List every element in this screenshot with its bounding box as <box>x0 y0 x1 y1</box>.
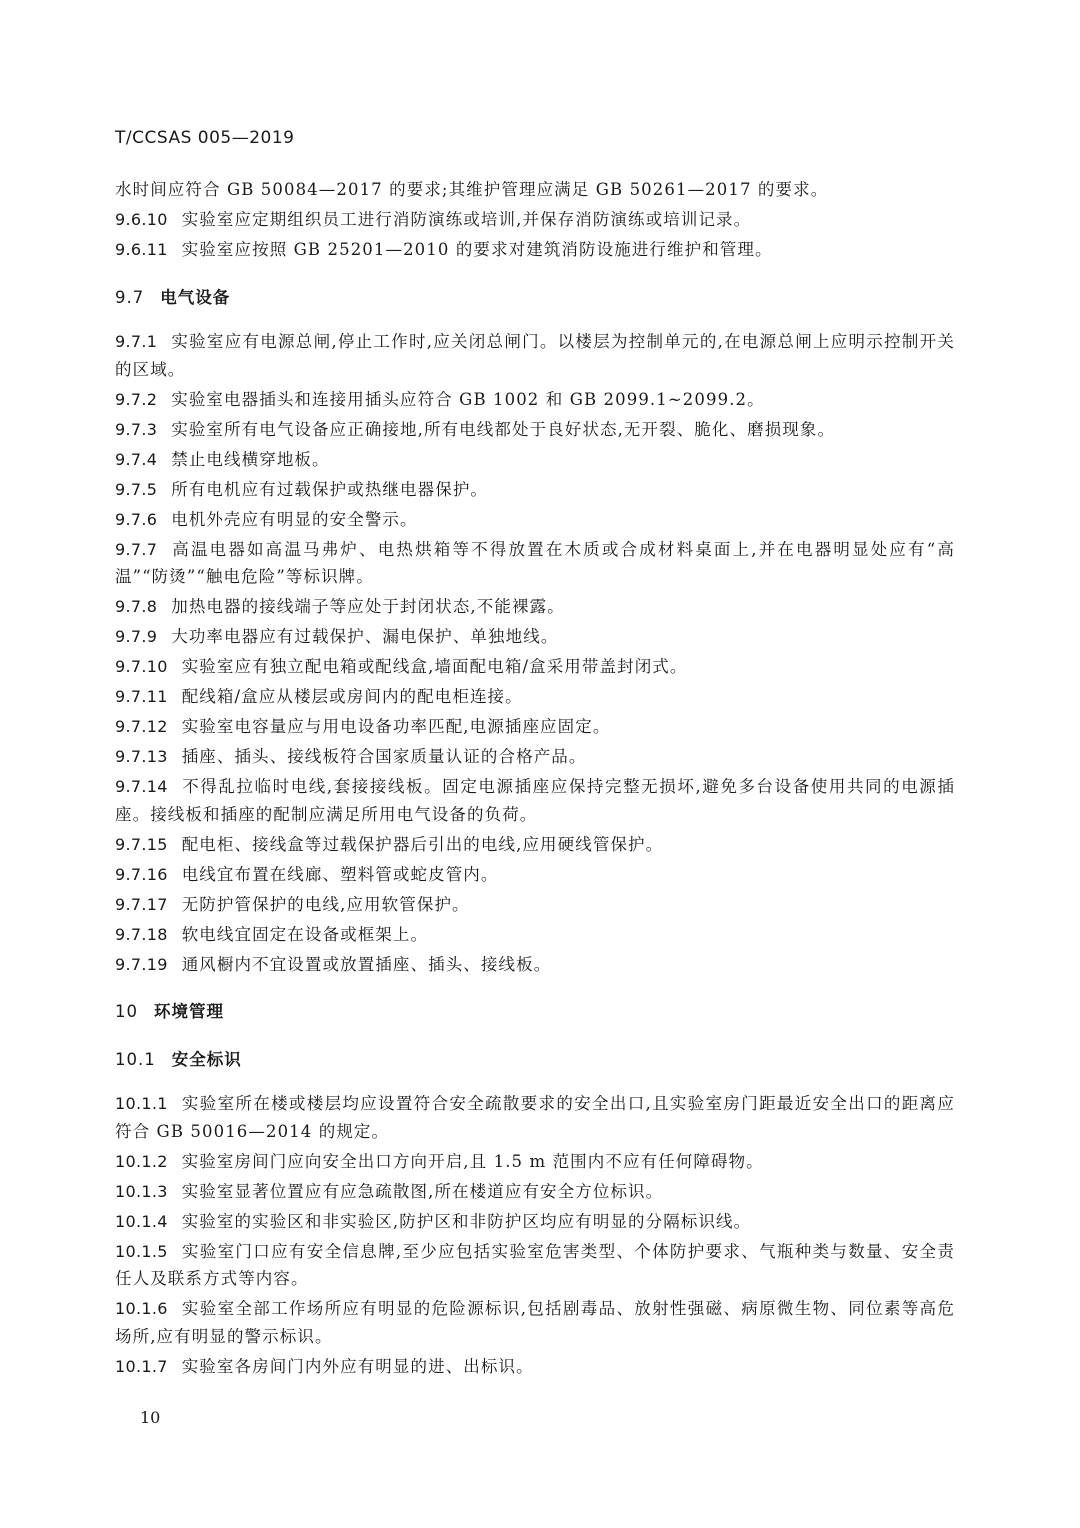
clause-text: 实验室应有独立配电箱或配线盒,墙面配电箱/盒采用带盖封闭式。 <box>181 657 688 676</box>
clause <box>115 773 955 828</box>
clause-text: 不得乱拉临时电线,套接接线板。固定电源插座应保持完整无损坏,避免多台设备使用共同的电源插座。接线板和插座的配制应满足所用电气设备的负荷。 <box>115 777 955 824</box>
clause-text: 实验室所在楼或楼层均应设置符合安全疏散要求的安全出口,且实验室房门距最近安全出口的距离应符合 GB 50016—2014 的规定。 <box>115 1094 955 1141</box>
clause-number: 10.1.6 <box>115 1299 168 1318</box>
clause <box>115 653 955 681</box>
clause <box>115 206 955 234</box>
section-heading <box>115 998 955 1026</box>
clause-text: 实验室电容量应与用电设备功率匹配,电源插座应固定。 <box>181 717 611 736</box>
clause-number: 9.6.10 <box>115 210 168 229</box>
clause-number: 9.7.1 <box>115 332 158 351</box>
page-number: 10 <box>140 1408 161 1427</box>
clause-text: 禁止电线横穿地板。 <box>171 449 330 469</box>
clause-text: 实验室应按照 GB 25201—2010 的要求对建筑消防设施进行维护和管理。 <box>181 240 773 259</box>
clause-number: 10.1.1 <box>115 1094 168 1113</box>
section-heading <box>115 1046 955 1074</box>
clause <box>115 506 955 534</box>
clause <box>115 536 955 591</box>
clause-text: 所有电机应有过载保护或热继电器保护。 <box>171 479 489 499</box>
clause <box>115 713 955 741</box>
clause-number: 9.6.11 <box>115 240 168 259</box>
clause-number: 9.7.4 <box>115 449 158 469</box>
clause-number: 9.7.9 <box>115 627 158 646</box>
clause-number: 9.7.15 <box>115 834 168 854</box>
clause-number: 10.1.2 <box>115 1151 168 1171</box>
clause <box>115 476 955 504</box>
clause-text: 插座、插头、接线板符合国家质量认证的合格产品。 <box>181 747 587 766</box>
clause-text: 电线宜布置在线廊、塑料管或蛇皮管内。 <box>181 864 499 884</box>
clause-text: 电机外壳应有明显的安全警示。 <box>171 509 418 529</box>
clause-number: 9.7.16 <box>115 864 168 884</box>
clause <box>115 593 955 621</box>
clause-number: 9.7.2 <box>115 389 158 409</box>
clause <box>115 1353 955 1381</box>
clause <box>115 1208 955 1236</box>
clause <box>115 236 955 264</box>
clause-text: 软电线宜固定在设备或框架上。 <box>181 924 429 944</box>
clause-number: 9.7.19 <box>115 954 168 974</box>
clause-number: 9.7.13 <box>115 747 168 766</box>
section-number: 9.7 <box>115 287 145 307</box>
clause <box>115 951 955 979</box>
clause <box>115 623 955 651</box>
clause <box>115 416 955 444</box>
clause-text: 实验室应定期组织员工进行消防演练或培训,并保存消防演练或培训记录。 <box>181 210 752 229</box>
clause-number: 9.7.8 <box>115 597 158 616</box>
clause-text: 实验室各房间门内外应有明显的进、出标识。 <box>181 1356 534 1376</box>
clause-text: 实验室显著位置应有应急疏散图,所在楼道应有安全方位标识。 <box>181 1181 664 1201</box>
clause-number: 10.1.5 <box>115 1241 168 1261</box>
clause <box>115 1295 955 1350</box>
clause-number: 9.7.10 <box>115 657 168 676</box>
clause <box>115 921 955 949</box>
clause-number: 9.7.6 <box>115 509 158 529</box>
clause <box>115 1148 955 1176</box>
section-heading <box>115 284 955 312</box>
clause-text: 实验室电器插头和连接用插头应符合 GB 1002 和 GB 2099.1~2099.2。 <box>171 389 765 409</box>
clause-text: 加热电器的接线端子等应处于封闭状态,不能裸露。 <box>171 597 565 616</box>
clause <box>115 446 955 474</box>
clause-text: 实验室应有电源总闸,停止工作时,应关闭总闸门。以楼层为控制单元的,在电源总闸上应明示控制开关的区域。 <box>115 332 955 379</box>
clause-text: 实验室门口应有安全信息牌,至少应包括实验室危害类型、个体防护要求、气瓶种类与数量、安全责任人及联系方式等内容。 <box>115 1241 955 1288</box>
clause <box>115 861 955 889</box>
clause <box>115 1090 955 1145</box>
section-title: 环境管理 <box>154 1002 224 1021</box>
clause <box>115 891 955 919</box>
clause-number: 9.7.11 <box>115 687 168 706</box>
clause-number: 9.7.7 <box>115 539 158 559</box>
clause-text: 实验室全部工作场所应有明显的危险源标识,包括剧毒品、放射性强磁、病原微生物、同位素等高危场所,应有明显的警示标识。 <box>115 1299 955 1346</box>
clause-number: 9.7.17 <box>115 894 168 914</box>
clause-number: 9.7.18 <box>115 924 168 944</box>
clause <box>115 328 955 383</box>
section-title: 电气设备 <box>160 287 231 307</box>
section-title: 安全标识 <box>171 1049 242 1069</box>
clause-text: 实验室所有电气设备应正确接地,所有电线都处于良好状态,无开裂、脆化、磨损现象。 <box>171 419 836 439</box>
clause-number: 9.7.5 <box>115 479 158 499</box>
section-number: 10 <box>115 1002 138 1021</box>
clause-text: 实验室房间门应向安全出口方向开启,且 1.5 m 范围内不应有任何障碍物。 <box>181 1151 764 1171</box>
clause-number: 10.1.3 <box>115 1181 168 1201</box>
clause-text: 大功率电器应有过载保护、漏电保护、单独地线。 <box>171 627 559 646</box>
clause-number: 9.7.12 <box>115 717 168 736</box>
clause-number: 9.7.14 <box>115 777 168 796</box>
clause-number: 9.7.3 <box>115 419 158 439</box>
clause <box>115 1238 955 1293</box>
section-number: 10.1 <box>115 1049 156 1069</box>
clause-text: 配线箱/盒应从楼层或房间内的配电柜连接。 <box>181 687 523 706</box>
clause-text: 无防护管保护的电线,应用软管保护。 <box>181 894 470 914</box>
clause <box>115 831 955 859</box>
clause <box>115 386 955 414</box>
clause-text: 配电柜、接线盒等过载保护器后引出的电线,应用硬线管保护。 <box>181 834 664 854</box>
clause-text: 高温电器如高温马弗炉、电热烘箱等不得放置在木质或合成材料桌面上,并在电器明显处应有“高温”“防烫”“触电危险”等标识牌。 <box>115 539 955 586</box>
document-code-header: T/CCSAS 005—2019 <box>115 128 295 148</box>
clause <box>115 1178 955 1206</box>
continued-paragraph: 水时间应符合 GB 50084—2017 的要求;其维护管理应满足 GB 50261—2017 的要求。 <box>115 180 829 199</box>
clause-text: 实验室的实验区和非实验区,防护区和非防护区均应有明显的分隔标识线。 <box>181 1211 752 1231</box>
clause-number: 10.1.4 <box>115 1211 168 1231</box>
clause <box>115 743 955 771</box>
document-body <box>115 176 955 1383</box>
clause-number: 10.1.7 <box>115 1356 168 1376</box>
clause <box>115 683 955 711</box>
clause-text: 通风橱内不宜设置或放置插座、插头、接线板。 <box>181 954 552 974</box>
